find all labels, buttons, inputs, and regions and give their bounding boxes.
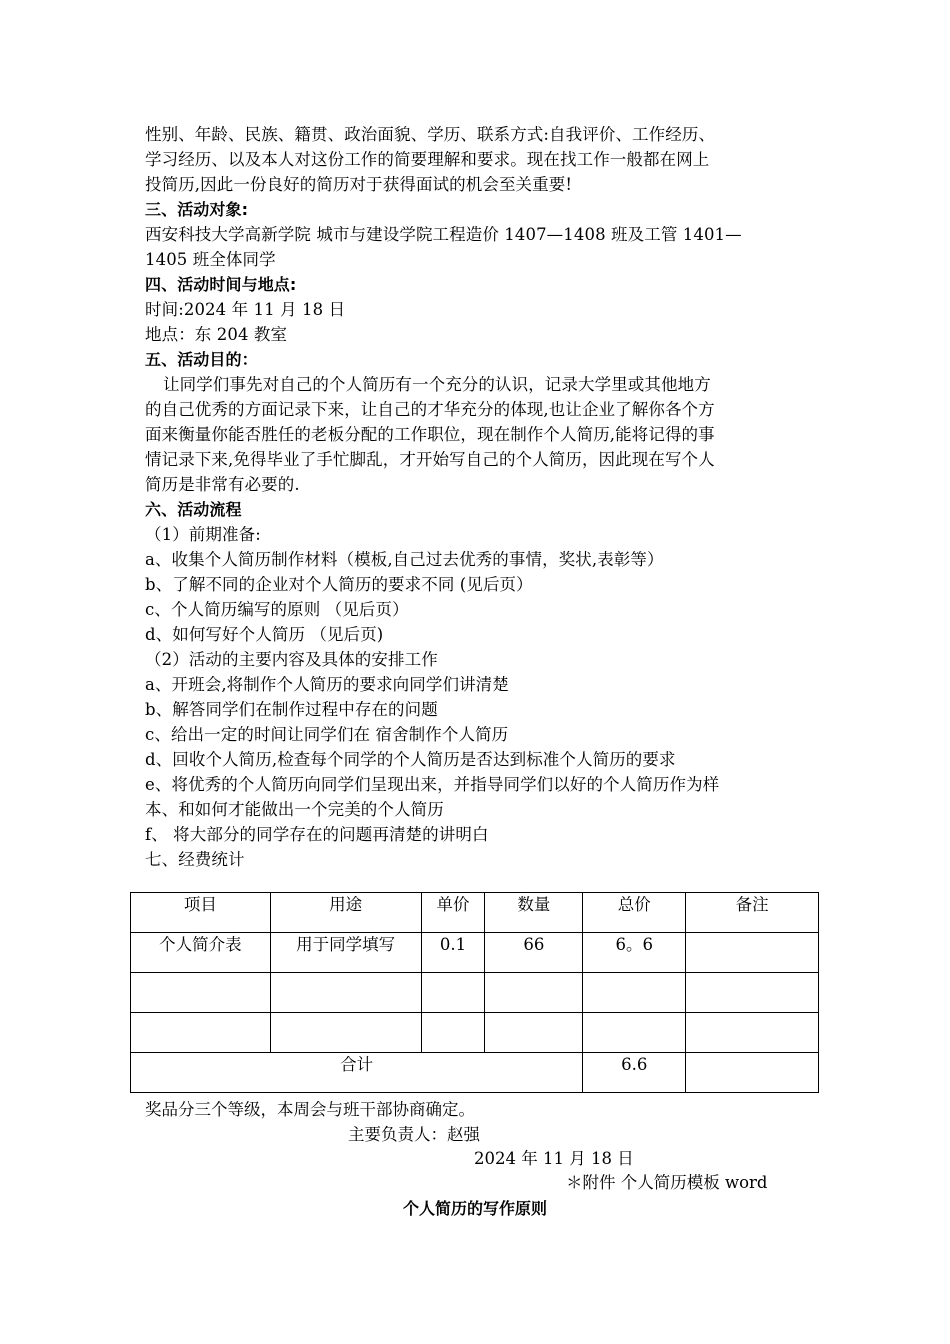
process-line: d、回收个人简历,检查每个同学的个人简历是否达到标准个人简历的要求 <box>145 750 676 769</box>
table-cell <box>131 973 271 1013</box>
budget-table <box>130 892 819 1093</box>
table-cell <box>270 1013 421 1053</box>
target-line: 西安科技大学高新学院 城市与建设学院工程造价 1407—1408 班及工管 1401— <box>145 225 742 244</box>
table-cell <box>583 973 686 1013</box>
process-line: 本、和如何才能做出一个完美的个人简历 <box>145 800 444 819</box>
paragraph-line: 性别、年龄、民族、籍贯、政治面貌、学历、联系方式:自我评价、工作经历、 <box>145 125 716 144</box>
process-line: b、了解不同的企业对个人简历的要求不同 (见后页） <box>145 575 533 594</box>
header-cell: 总价 <box>583 893 686 933</box>
section-heading-target: 三、活动对象: <box>145 200 249 219</box>
total-value-cell: 6.6 <box>583 1053 686 1093</box>
document-body <box>145 122 815 872</box>
table-cell: 66 <box>485 933 583 973</box>
table-cell <box>485 1013 583 1053</box>
process-line: e、将优秀的个人简历向同学们呈现出来，并指导同学们以好的个人简历作为样 <box>145 775 720 794</box>
table-total-row <box>131 1053 819 1093</box>
table-row <box>131 933 819 973</box>
section-heading-budget: 七、经费统计 <box>145 850 245 869</box>
attachment-note: ＊附件 个人简历模板 word <box>566 1173 768 1192</box>
process-line: a、收集个人简历制作材料（模板,自己过去优秀的事情，奖状,表彰等） <box>145 550 664 569</box>
responsible-person: 主要负责人：赵强 <box>348 1125 480 1144</box>
header-cell: 项目 <box>131 893 271 933</box>
paragraph-line: 学习经历、以及本人对这份工作的简要理解和要求。现在找工作一般都在网上 <box>145 150 710 169</box>
header-cell: 单价 <box>421 893 485 933</box>
table-cell: 0.1 <box>421 933 485 973</box>
section-heading-time-place: 四、活动时间与地点: <box>145 275 297 294</box>
table-cell <box>421 1013 485 1053</box>
purpose-line: 面来衡量你能否胜任的老板分配的工作职位，现在制作个人简历,能将记得的事 <box>145 425 715 444</box>
signature-date: 2024 年 11 月 18 日 <box>474 1149 634 1168</box>
section-heading-process: 六、活动流程 <box>145 500 242 519</box>
table-cell <box>421 973 485 1013</box>
time-line: 时间:2024 年 11 月 18 日 <box>145 300 346 319</box>
process-line: b、解答同学们在制作过程中存在的问题 <box>145 700 438 719</box>
process-line: （1）前期准备: <box>145 525 261 544</box>
section-heading-purpose: 五、活动目的： <box>145 350 258 369</box>
target-line: 1405 班全体同学 <box>145 250 276 269</box>
total-label-cell: 合计 <box>131 1053 583 1093</box>
process-line: f、 将大部分的同学存在的问题再清楚的讲明白 <box>145 825 489 844</box>
table-cell <box>686 1053 819 1093</box>
purpose-line: 情记录下来,免得毕业了手忙脚乱，才开始写自己的个人简历，因此现在写个人 <box>145 450 715 469</box>
table-cell <box>270 973 421 1013</box>
table-cell <box>686 1013 819 1053</box>
table-cell <box>485 973 583 1013</box>
process-line: c、个人简历编写的原则 （见后页） <box>145 600 409 619</box>
table-cell <box>583 1013 686 1053</box>
table-cell <box>686 933 819 973</box>
table-row <box>131 1013 819 1053</box>
purpose-line: 让同学们事先对自己的个人简历有一个充分的认识，记录大学里或其他地方 <box>163 375 711 394</box>
process-line: a、开班会,将制作个人简历的要求向同学们讲清楚 <box>145 675 509 694</box>
table-row <box>131 973 819 1013</box>
prize-note: 奖品分三个等级，本周会与班干部协商确定。 <box>145 1100 475 1119</box>
next-section-title: 个人简历的写作原则 <box>402 1199 547 1218</box>
header-cell: 用途 <box>270 893 421 933</box>
table-cell <box>686 973 819 1013</box>
table-cell <box>131 1013 271 1053</box>
paragraph-line: 投简历,因此一份良好的简历对于获得面试的机会至关重要! <box>145 175 573 194</box>
purpose-line: 简历是非常有必要的. <box>145 475 300 494</box>
header-cell: 备注 <box>686 893 819 933</box>
process-line: d、如何写好个人简历 （见后页) <box>145 625 384 644</box>
process-line: c、给出一定的时间让同学们在 宿舍制作个人简历 <box>145 725 509 744</box>
table-cell: 用于同学填写 <box>270 933 421 973</box>
table-cell: 个人简介表 <box>131 933 271 973</box>
table-cell: 6。6 <box>583 933 686 973</box>
header-cell: 数量 <box>485 893 583 933</box>
table-header-row <box>131 893 819 933</box>
place-line: 地点：东 204 教室 <box>145 325 288 344</box>
process-line: （2）活动的主要内容及具体的安排工作 <box>145 650 438 669</box>
purpose-line: 的自己优秀的方面记录下来，让自己的才华充分的体现,也让企业了解你各个方 <box>145 400 715 419</box>
